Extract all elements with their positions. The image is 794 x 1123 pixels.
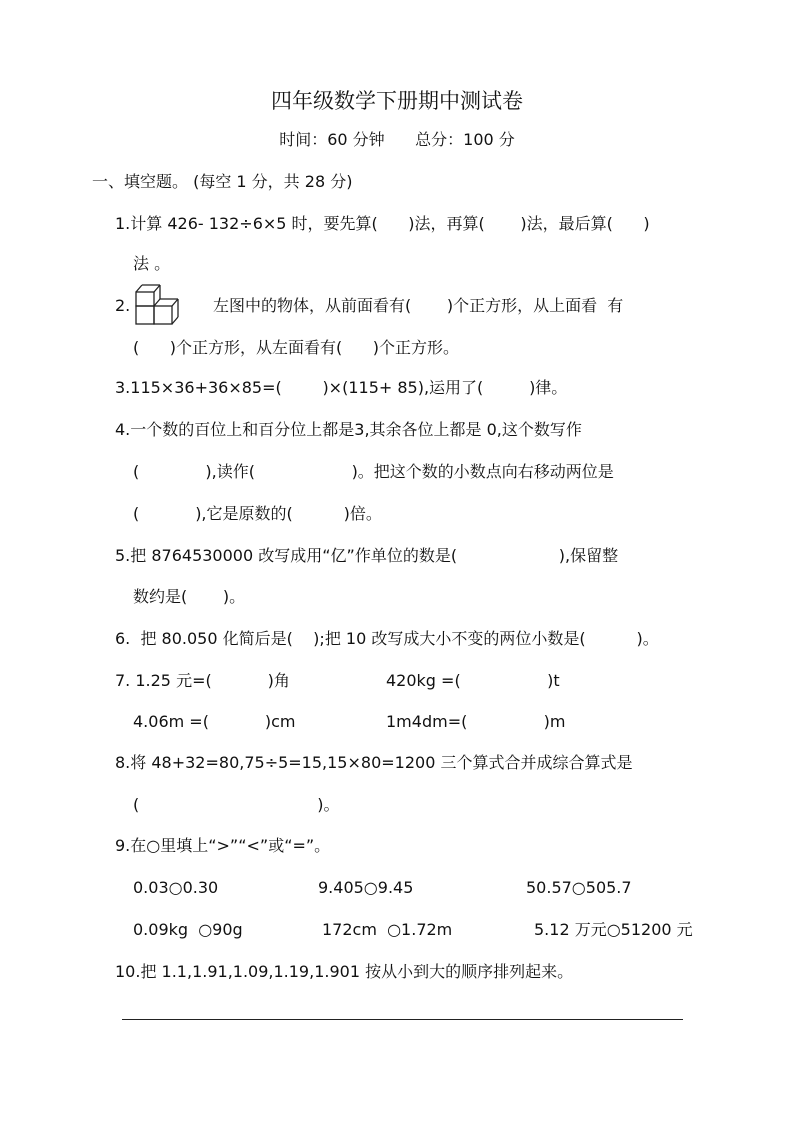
question-7-c: 4.06m =( )cm xyxy=(133,712,296,731)
question-9-d: 0.09kg ○90g xyxy=(133,920,243,939)
question-10: 10.把 1.1,1.91,1.09,1.19,1.901 按从小到大的顺序排列起来。 xyxy=(115,962,574,981)
question-3: 3.115×36+36×85=( )×(115+ 85),运用了( )律。 xyxy=(115,378,568,397)
section-heading: 一、填空题。 (每空 1 分，共 28 分) xyxy=(92,172,353,191)
question-6: 6. 把 80.050 化简后是( );把 10 改写成大小不变的两位小数是( )。 xyxy=(115,629,659,648)
question-4-line-2: ( ),读作( )。把这个数的小数点向右移动两位是 xyxy=(133,462,614,481)
question-4-line-3: ( ),它是原数的( )倍。 xyxy=(133,504,382,523)
question-8-line-2: ( )。 xyxy=(133,795,340,814)
question-2-line-2: ( )个正方形，从左面看有( )个正方形。 xyxy=(133,338,460,357)
question-8-line-1: 8.将 48+32=80,75÷5=15,15×80=1200 三个算式合并成综合算式是 xyxy=(115,753,633,772)
question-9-c: 50.57○505.7 xyxy=(526,878,632,897)
question-2-line-1: 左图中的物体，从前面看有( )个正方形，从上面看 有 xyxy=(213,296,624,315)
question-4-line-1: 4.一个数的百位上和百分位上都是3,其余各位上都是 0,这个数写作 xyxy=(115,420,582,439)
question-9-f: 5.12 万元○51200 元 xyxy=(534,920,693,939)
cube-stack-figure xyxy=(132,282,182,328)
question-5-line-1: 5.把 8764530000 改写成用“亿”作单位的数是( ),保留整 xyxy=(115,546,619,565)
question-1-line-2: 法 。 xyxy=(133,254,171,273)
question-9-a: 0.03○0.30 xyxy=(133,878,219,897)
question-7-b: 420kg =( )t xyxy=(386,671,560,690)
question-7-d: 1m4dm=( )m xyxy=(386,712,566,731)
question-9-line-1: 9.在○里填上“>”“<”或“=”。 xyxy=(115,836,331,855)
question-2-number: 2. xyxy=(115,296,131,315)
answer-line xyxy=(122,1019,683,1020)
time-and-score: 时间：60 分钟 总分：100 分 xyxy=(279,130,515,149)
question-1-line-1: 1.计算 426- 132÷6×5 时，要先算( )法，再算( )法，最后算( ) xyxy=(115,214,650,233)
question-7-a: 7. 1.25 元=( )角 xyxy=(115,671,290,690)
question-9-e: 172cm ○1.72m xyxy=(322,920,453,939)
page-title: 四年级数学下册期中测试卷 xyxy=(271,89,523,113)
question-5-line-2: 数约是( )。 xyxy=(133,587,246,606)
question-9-b: 9.405○9.45 xyxy=(318,878,414,897)
